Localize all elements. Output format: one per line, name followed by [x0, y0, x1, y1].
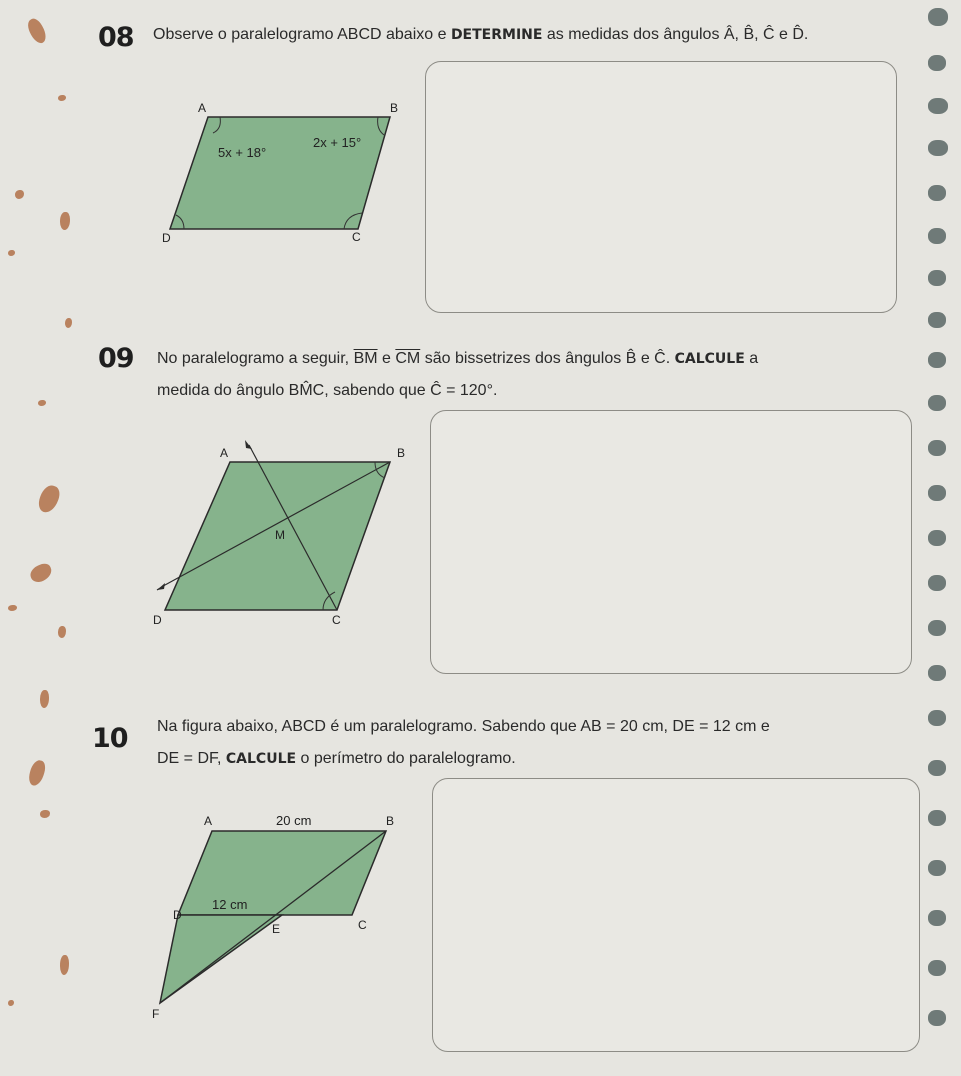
vertex-label-a: A — [220, 446, 229, 460]
parallelogram-figure-08 — [150, 95, 410, 255]
parallelogram-figure-10 — [140, 805, 410, 1025]
question-number: 10 — [92, 723, 128, 754]
vertex-label-d: D — [153, 613, 162, 627]
angle-a-expression: 5x + 18° — [218, 145, 267, 160]
vertex-label-f: F — [152, 1007, 160, 1021]
parallelogram-figure-09 — [145, 440, 415, 630]
vertex-label-c: C — [352, 230, 361, 244]
vertex-label-a: A — [204, 814, 213, 828]
point-label-m: M — [275, 528, 285, 542]
side-label-ab: 20 cm — [276, 813, 312, 828]
answer-box-09[interactable] — [430, 410, 912, 674]
vertex-label-d: D — [162, 231, 171, 245]
question-text: Observe o paralelogramo ABCD abaixo e DETERMINE as medidas dos ângulos Â, B̂, Ĉ e D̂. — [153, 26, 809, 43]
question-text-line1: No paralelogramo a seguir, $\overline{BM}$ e $\overline{CM}$ são bissetrizes dos ângulos B̂ e Ĉ. CALCULE a — [157, 350, 759, 367]
vertex-label-d: D — [173, 908, 182, 922]
vertex-label-e: E — [272, 922, 281, 936]
question-text-line2: DE = DF, CALCULE o perímetro do paralelogramo. — [157, 750, 516, 767]
question-text-line2: medida do ângulo BM̂C, sabendo que Ĉ = 120°. — [157, 382, 498, 399]
answer-box-08[interactable] — [425, 61, 897, 313]
question-text-line1: Na figura abaixo, ABCD é um paralelogramo. Sabendo que AB = 20 cm, DE = 12 cm e — [157, 718, 770, 735]
answer-box-10[interactable] — [432, 778, 920, 1052]
vertex-label-c: C — [358, 918, 367, 932]
angle-b-expression: 2x + 15° — [313, 135, 362, 150]
side-label-de: 12 cm — [212, 897, 248, 912]
vertex-label-b: B — [397, 446, 406, 460]
vertex-label-a: A — [198, 101, 207, 115]
vertex-label-c: C — [332, 613, 341, 627]
vertex-label-b: B — [386, 814, 395, 828]
vertex-label-b: B — [390, 101, 399, 115]
question-number: 08 — [98, 22, 134, 53]
question-number: 09 — [98, 343, 134, 374]
